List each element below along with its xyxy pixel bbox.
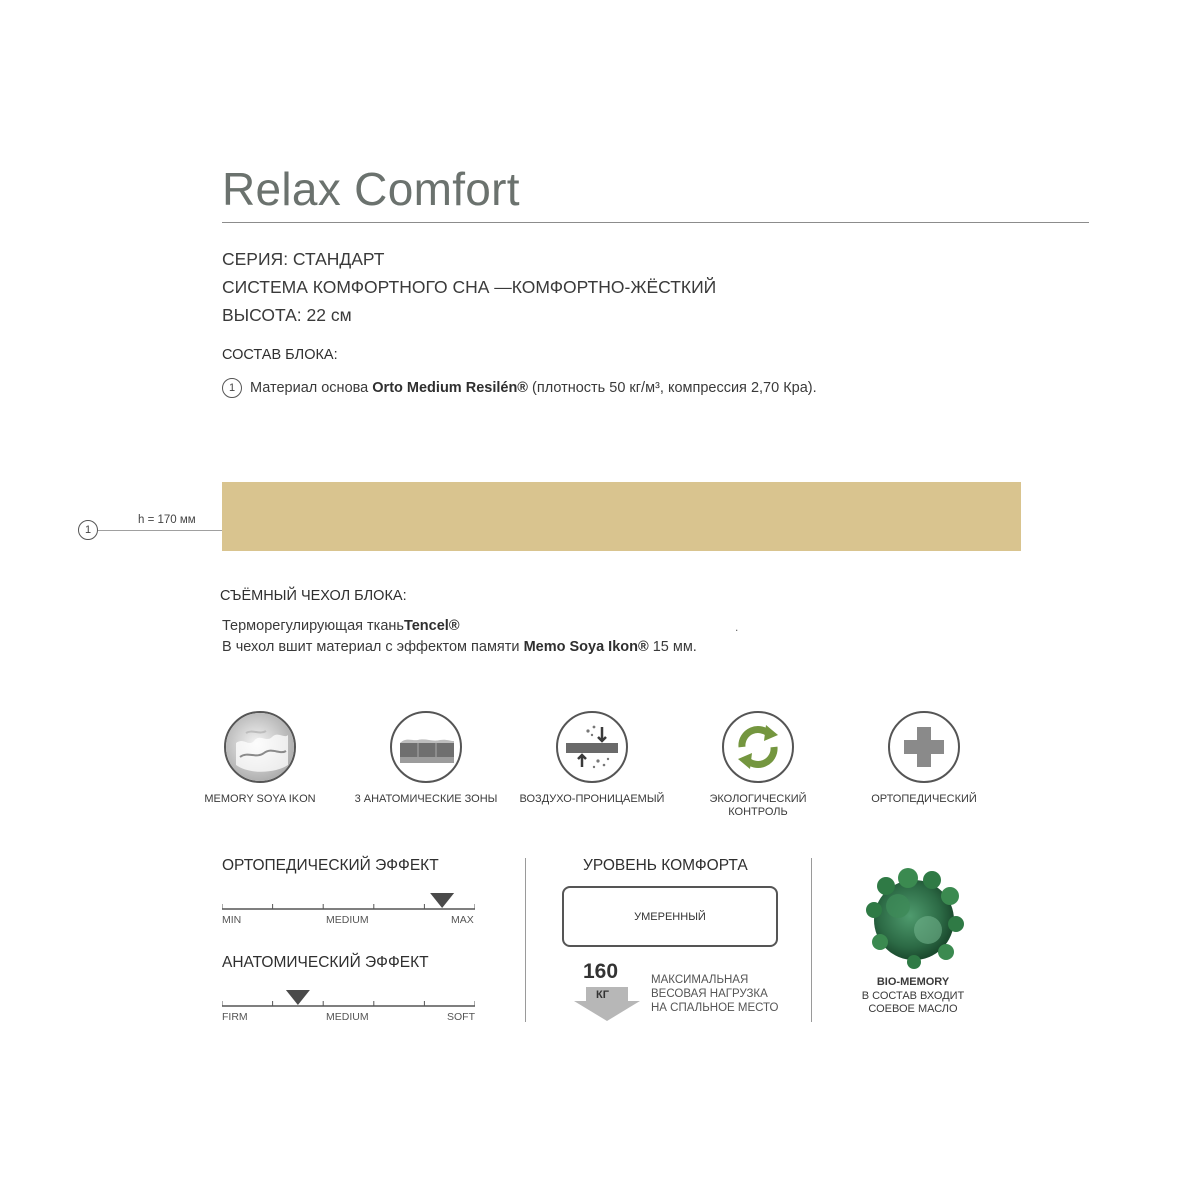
cover-heading: СЪЁМНЫЙ ЧЕХОЛ БЛОКА: bbox=[220, 588, 407, 604]
comfort-level-title: УРОВЕНЬ КОМФОРТА bbox=[583, 857, 748, 874]
cover-memory-material: Memo Soya Ikon® bbox=[523, 639, 649, 655]
orthopedic-min-label: MIN bbox=[222, 914, 242, 926]
max-load-value: 160 bbox=[583, 960, 619, 983]
comfort-level-box bbox=[562, 886, 778, 947]
feature-breathable bbox=[517, 711, 667, 806]
bio-globe-icon bbox=[858, 866, 970, 970]
layer-height-label: h = 170 мм bbox=[138, 514, 196, 526]
max-load-line3: НА СПАЛЬНОЕ МЕСТО bbox=[651, 1002, 779, 1014]
block-composition-heading: СОСТАВ БЛОКА: bbox=[222, 347, 338, 363]
cover-memory-line bbox=[222, 639, 697, 655]
orthopedic-max-label: MAX bbox=[451, 914, 474, 926]
bio-memory-line3: СОЕВОЕ МАСЛО bbox=[868, 1003, 958, 1015]
diagram-leader-line bbox=[98, 530, 222, 531]
bio-memory-title: BIO-MEMORY bbox=[876, 976, 950, 988]
orthopedic-effect-title: ОРТОПЕДИЧЕСКИЙ ЭФФЕКТ bbox=[222, 857, 439, 874]
orthopedic-mid-label: MEDIUM bbox=[326, 914, 369, 926]
max-load-line2: ВЕСОВАЯ НАГРУЗКА bbox=[651, 988, 768, 1000]
feature-breathable-label: ВОЗДУХО-ПРОНИЦАЕМЫЙ bbox=[519, 793, 665, 805]
bio-memory-line2: В СОСТАВ ВХОДИТ bbox=[861, 989, 965, 1002]
anatomic-effect-scale bbox=[222, 984, 475, 1014]
feature-memory bbox=[185, 711, 335, 806]
orthopedic-effect-scale bbox=[222, 887, 475, 917]
orthopedic-cross-icon bbox=[888, 711, 960, 783]
memory-foam-hand-icon bbox=[224, 711, 296, 783]
height-spec: ВЫСОТА: 22 см bbox=[222, 305, 352, 325]
anatomic-min-label: FIRM bbox=[222, 1011, 248, 1023]
diagram-layer-badge: 1 bbox=[78, 520, 98, 540]
layer-description bbox=[222, 378, 817, 398]
foam-layer-diagram bbox=[222, 482, 1021, 551]
title-divider bbox=[222, 222, 1089, 223]
anatomic-level-marker bbox=[286, 990, 310, 1005]
layer-material: Orto Medium Resilén® bbox=[372, 380, 528, 396]
section-divider-left bbox=[525, 858, 526, 1022]
feature-eco bbox=[683, 711, 833, 819]
cover-fabric-material: Tencel® bbox=[403, 618, 460, 634]
layer-prefix: Материал основа bbox=[250, 380, 369, 396]
anatomic-mid-label: MEDIUM bbox=[326, 1011, 369, 1023]
series-spec: СЕРИЯ: СТАНДАРТ bbox=[222, 249, 385, 269]
layer-number-badge: 1 bbox=[222, 378, 242, 398]
eco-recycle-icon bbox=[722, 711, 794, 783]
max-load-unit: КГ bbox=[596, 989, 609, 1001]
cover-fabric-tail: . bbox=[735, 620, 739, 634]
feature-zones-label: 3 АНАТОМИЧЕСКИЕ ЗОНЫ bbox=[354, 793, 498, 805]
anatomic-zones-icon bbox=[390, 711, 462, 783]
max-load-description bbox=[651, 973, 779, 1015]
cover-memory-suffix: 15 мм. bbox=[652, 639, 697, 655]
feature-orthopedic bbox=[849, 711, 999, 806]
breathable-icon bbox=[556, 711, 628, 783]
max-load-line1: МАКСИМАЛЬНАЯ bbox=[651, 974, 749, 986]
anatomic-max-label: SOFT bbox=[447, 1011, 475, 1023]
cover-fabric-line bbox=[222, 618, 460, 634]
feature-memory-label: MEMORY SOYA IKON bbox=[204, 793, 316, 805]
orthopedic-level-marker bbox=[430, 893, 454, 908]
anatomic-effect-title: АНАТОМИЧЕСКИЙ ЭФФЕКТ bbox=[222, 954, 429, 971]
layer-suffix: (плотность 50 кг/м³, компрессия 2,70 Кра). bbox=[532, 380, 817, 396]
section-divider-right bbox=[811, 858, 812, 1022]
cover-fabric-prefix: Терморегулирующая ткань bbox=[222, 618, 404, 634]
cover-memory-prefix: В чехол вшит материал с эффектом памяти bbox=[222, 639, 520, 655]
system-spec: СИСТЕМА КОМФОРТНОГО СНА —КОМФОРТНО-ЖЁСТКИЙ bbox=[222, 277, 717, 297]
feature-eco-label: ЭКОЛОГИЧЕСКИЙ КОНТРОЛЬ bbox=[709, 793, 807, 818]
feature-zones bbox=[351, 711, 501, 806]
bio-memory-description bbox=[846, 976, 980, 1017]
comfort-level-value: УМЕРЕННЫЙ bbox=[634, 910, 706, 923]
page-title: Relax Comfort bbox=[222, 163, 520, 215]
feature-orthopedic-label: ОРТОПЕДИЧЕСКИЙ bbox=[871, 793, 977, 805]
